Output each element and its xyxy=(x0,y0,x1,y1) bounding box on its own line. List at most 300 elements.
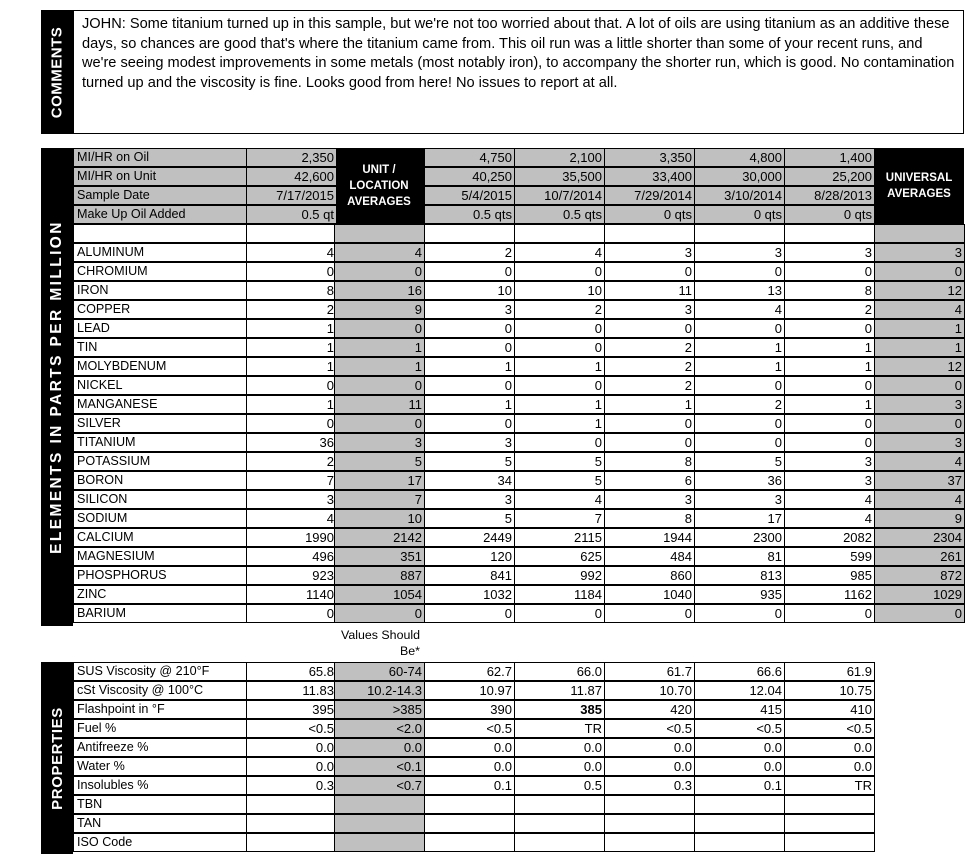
element-history-cell: 985 xyxy=(784,566,875,585)
element-history-cell: 2115 xyxy=(514,528,605,547)
property-history-cell xyxy=(514,833,605,852)
sample-info-history-cell: 8/28/2013 xyxy=(784,186,875,205)
element-name: COPPER xyxy=(73,300,247,319)
property-should-be: <0.7 xyxy=(334,776,425,795)
element-history-cell: 0 xyxy=(784,414,875,433)
sample-info-label: Sample Date xyxy=(73,186,247,205)
element-name: CALCIUM xyxy=(73,528,247,547)
element-history-cell: 0 xyxy=(424,338,515,357)
sample-info-label: MI/HR on Unit xyxy=(73,167,247,186)
property-history-cell: TR xyxy=(784,776,875,795)
element-unit-average: 5 xyxy=(334,452,425,471)
element-history-cell: 4 xyxy=(514,490,605,509)
property-current: 395 xyxy=(246,700,337,719)
sample-info-label: Make Up Oil Added xyxy=(73,205,247,224)
element-history-cell: 0 xyxy=(694,414,785,433)
element-history-cell: 841 xyxy=(424,566,515,585)
property-should-be: <2.0 xyxy=(334,719,425,738)
element-history-cell: 0 xyxy=(694,604,785,623)
property-should-be: >385 xyxy=(334,700,425,719)
element-history-cell: 3 xyxy=(424,300,515,319)
property-history-cell xyxy=(604,795,695,814)
element-history-cell: 4 xyxy=(514,243,605,262)
element-current: 1990 xyxy=(246,528,337,547)
element-history-cell: 2 xyxy=(604,376,695,395)
property-should-be: 60-74 xyxy=(334,662,425,681)
property-name: cSt Viscosity @ 100°C xyxy=(73,681,247,700)
element-history-cell: 5 xyxy=(694,452,785,471)
sample-info-current: 42,600 xyxy=(246,167,337,186)
element-history-cell: 1 xyxy=(514,357,605,376)
element-unit-average: 0 xyxy=(334,604,425,623)
property-history-cell: 66.0 xyxy=(514,662,605,681)
element-history-cell: 0 xyxy=(694,376,785,395)
element-history-cell: 2300 xyxy=(694,528,785,547)
element-history-cell: 120 xyxy=(424,547,515,566)
properties-side-text: PROPERTIES xyxy=(48,706,66,810)
element-history-cell: 3 xyxy=(784,471,875,490)
element-universal-average: 2304 xyxy=(874,528,965,547)
element-unit-average: 10 xyxy=(334,509,425,528)
element-history-cell: 3 xyxy=(784,452,875,471)
element-unit-average: 3 xyxy=(334,433,425,452)
element-unit-average: 16 xyxy=(334,281,425,300)
element-history-cell: 8 xyxy=(604,452,695,471)
element-history-cell: 1 xyxy=(784,338,875,357)
property-should-be xyxy=(334,833,425,852)
element-history-cell: 5 xyxy=(514,452,605,471)
element-name: MOLYBDENUM xyxy=(73,357,247,376)
element-history-cell: 599 xyxy=(784,547,875,566)
element-history-cell: 10 xyxy=(514,281,605,300)
element-history-cell: 3 xyxy=(424,490,515,509)
element-history-cell: 2 xyxy=(784,300,875,319)
property-name: Insolubles % xyxy=(73,776,247,795)
element-name: BARIUM xyxy=(73,604,247,623)
element-history-cell: 0 xyxy=(784,319,875,338)
element-history-cell: 0 xyxy=(514,319,605,338)
element-history-cell: 1032 xyxy=(424,585,515,604)
property-history-cell: 385 xyxy=(514,700,605,719)
property-name: Fuel % xyxy=(73,719,247,738)
element-current: 2 xyxy=(246,452,337,471)
element-name: PHOSPHORUS xyxy=(73,566,247,585)
element-history-cell: 1162 xyxy=(784,585,875,604)
property-history-cell: 390 xyxy=(424,700,515,719)
property-current: 11.83 xyxy=(246,681,337,700)
element-unit-average: 9 xyxy=(334,300,425,319)
property-should-be xyxy=(334,795,425,814)
sample-info-history-cell: 4,750 xyxy=(424,148,515,167)
element-name: MAGNESIUM xyxy=(73,547,247,566)
properties-side-label xyxy=(41,662,73,854)
element-unit-average: 1 xyxy=(334,357,425,376)
property-history-cell: 415 xyxy=(694,700,785,719)
element-history-cell: 1 xyxy=(514,414,605,433)
element-current: 923 xyxy=(246,566,337,585)
element-current: 36 xyxy=(246,433,337,452)
element-unit-average: 17 xyxy=(334,471,425,490)
property-should-be: 0.0 xyxy=(334,738,425,757)
element-history-cell: 11 xyxy=(604,281,695,300)
element-name: TIN xyxy=(73,338,247,357)
element-history-cell: 3 xyxy=(424,433,515,452)
property-history-cell: <0.5 xyxy=(604,719,695,738)
element-universal-average: 3 xyxy=(874,433,965,452)
property-history-cell: 0.1 xyxy=(694,776,785,795)
property-history-cell: TR xyxy=(514,719,605,738)
blank-cell xyxy=(604,224,695,243)
comments-box: JOHN: Some titanium turned up in this sample, but we're not too worried about that. A lot of oils are using titanium as an additive these days, so chances are good that's where the titanium came from. This oil run was a little shorter than some of your recent runs, and we're seeing modest improvements in some metals (most notably iron), to accompany the shorter run, which is good. No contamination turned up and the viscosity is fine. Looks good from here! No issues to report at all. xyxy=(73,10,964,134)
property-history-cell xyxy=(424,814,515,833)
element-history-cell: 13 xyxy=(694,281,785,300)
property-history-cell: 10.75 xyxy=(784,681,875,700)
property-history-cell: 0.0 xyxy=(784,738,875,757)
element-universal-average: 1 xyxy=(874,338,965,357)
element-history-cell: 1 xyxy=(424,357,515,376)
element-history-cell: 1 xyxy=(694,338,785,357)
property-history-cell: 0.0 xyxy=(694,738,785,757)
property-history-cell xyxy=(514,814,605,833)
element-history-cell: 0 xyxy=(424,414,515,433)
property-name: TAN xyxy=(73,814,247,833)
property-current: 65.8 xyxy=(246,662,337,681)
property-history-cell: 0.0 xyxy=(514,757,605,776)
element-name: TITANIUM xyxy=(73,433,247,452)
comments-side-text: COMMENTS xyxy=(48,26,66,118)
property-current: 0.3 xyxy=(246,776,337,795)
element-history-cell: 6 xyxy=(604,471,695,490)
sample-info-history-cell: 3,350 xyxy=(604,148,695,167)
blank-cell xyxy=(424,224,515,243)
element-history-cell: 3 xyxy=(604,490,695,509)
element-history-cell: 0 xyxy=(514,433,605,452)
property-current xyxy=(246,814,337,833)
sample-info-history-cell: 5/4/2015 xyxy=(424,186,515,205)
elements-side-label xyxy=(41,148,73,626)
sample-info-current: 2,350 xyxy=(246,148,337,167)
element-unit-average: 1054 xyxy=(334,585,425,604)
sample-info-current: 0.5 qt xyxy=(246,205,337,224)
element-history-cell: 1184 xyxy=(514,585,605,604)
sample-info-current: 7/17/2015 xyxy=(246,186,337,205)
sample-info-label: MI/HR on Oil xyxy=(73,148,247,167)
property-history-cell: 62.7 xyxy=(424,662,515,681)
element-unit-average: 11 xyxy=(334,395,425,414)
property-history-cell: 11.87 xyxy=(514,681,605,700)
element-unit-average: 2142 xyxy=(334,528,425,547)
element-history-cell: 0 xyxy=(514,262,605,281)
property-history-cell xyxy=(694,795,785,814)
element-unit-average: 887 xyxy=(334,566,425,585)
element-universal-average: 0 xyxy=(874,604,965,623)
element-unit-average: 4 xyxy=(334,243,425,262)
property-history-cell: 0.0 xyxy=(784,757,875,776)
property-should-be xyxy=(334,814,425,833)
element-universal-average: 872 xyxy=(874,566,965,585)
property-history-cell: 410 xyxy=(784,700,875,719)
property-history-cell xyxy=(694,814,785,833)
element-history-cell: 2 xyxy=(514,300,605,319)
element-history-cell: 5 xyxy=(514,471,605,490)
property-current: 0.0 xyxy=(246,757,337,776)
element-history-cell: 0 xyxy=(694,262,785,281)
element-history-cell: 3 xyxy=(604,243,695,262)
sample-info-history-cell: 2,100 xyxy=(514,148,605,167)
element-history-cell: 0 xyxy=(604,414,695,433)
values-should-be-label: Values Should Be* xyxy=(341,628,420,658)
element-history-cell: 17 xyxy=(694,509,785,528)
element-history-cell: 0 xyxy=(784,433,875,452)
element-unit-average: 0 xyxy=(334,262,425,281)
blank-cell xyxy=(874,224,965,243)
element-history-cell: 5 xyxy=(424,509,515,528)
element-history-cell: 4 xyxy=(784,490,875,509)
element-universal-average: 1029 xyxy=(874,585,965,604)
element-history-cell: 1 xyxy=(514,395,605,414)
element-history-cell: 10 xyxy=(424,281,515,300)
elements-side-text: ELEMENTS IN PARTS PER MILLION xyxy=(48,220,65,554)
element-history-cell: 0 xyxy=(694,319,785,338)
universal-averages-header: UNIVERSAL AVERAGES xyxy=(874,148,964,224)
property-history-cell: 0.0 xyxy=(514,738,605,757)
property-history-cell: 61.7 xyxy=(604,662,695,681)
element-name: POTASSIUM xyxy=(73,452,247,471)
property-history-cell: 12.04 xyxy=(694,681,785,700)
element-name: SILVER xyxy=(73,414,247,433)
sample-info-history-cell: 4,800 xyxy=(694,148,785,167)
element-history-cell: 3 xyxy=(604,300,695,319)
element-history-cell: 0 xyxy=(424,376,515,395)
blank-label-cell xyxy=(73,224,247,243)
property-history-cell: 10.70 xyxy=(604,681,695,700)
element-history-cell: 0 xyxy=(784,376,875,395)
blank-cell xyxy=(784,224,875,243)
element-history-cell: 4 xyxy=(694,300,785,319)
property-history-cell: 10.97 xyxy=(424,681,515,700)
element-history-cell: 2449 xyxy=(424,528,515,547)
property-name: TBN xyxy=(73,795,247,814)
element-unit-average: 351 xyxy=(334,547,425,566)
element-history-cell: 3 xyxy=(694,243,785,262)
element-history-cell: 484 xyxy=(604,547,695,566)
property-history-cell xyxy=(424,795,515,814)
element-history-cell: 0 xyxy=(784,604,875,623)
element-unit-average: 0 xyxy=(334,319,425,338)
sample-info-history-cell: 0.5 qts xyxy=(514,205,605,224)
blank-cell xyxy=(334,224,425,243)
element-universal-average: 4 xyxy=(874,490,965,509)
element-history-cell: 4 xyxy=(784,509,875,528)
element-universal-average: 4 xyxy=(874,452,965,471)
element-history-cell: 7 xyxy=(514,509,605,528)
element-universal-average: 1 xyxy=(874,319,965,338)
element-history-cell: 0 xyxy=(604,319,695,338)
element-name: SODIUM xyxy=(73,509,247,528)
element-history-cell: 0 xyxy=(604,604,695,623)
element-history-cell: 0 xyxy=(694,433,785,452)
element-name: BORON xyxy=(73,471,247,490)
property-history-cell xyxy=(514,795,605,814)
element-history-cell: 935 xyxy=(694,585,785,604)
element-universal-average: 3 xyxy=(874,243,965,262)
element-current: 1 xyxy=(246,338,337,357)
property-history-cell: 0.0 xyxy=(604,738,695,757)
property-history-cell: 420 xyxy=(604,700,695,719)
element-history-cell: 0 xyxy=(514,604,605,623)
element-current: 0 xyxy=(246,376,337,395)
element-universal-average: 12 xyxy=(874,357,965,376)
property-history-cell xyxy=(784,795,875,814)
element-current: 0 xyxy=(246,604,337,623)
property-current: <0.5 xyxy=(246,719,337,738)
element-history-cell: 0 xyxy=(514,338,605,357)
element-history-cell: 81 xyxy=(694,547,785,566)
element-history-cell: 8 xyxy=(604,509,695,528)
element-history-cell: 1040 xyxy=(604,585,695,604)
property-history-cell: 0.0 xyxy=(424,738,515,757)
property-history-cell xyxy=(784,833,875,852)
element-history-cell: 2 xyxy=(604,338,695,357)
element-name: IRON xyxy=(73,281,247,300)
element-unit-average: 0 xyxy=(334,376,425,395)
element-history-cell: 5 xyxy=(424,452,515,471)
property-history-cell: <0.5 xyxy=(424,719,515,738)
element-current: 1 xyxy=(246,395,337,414)
blank-cell xyxy=(694,224,785,243)
element-current: 4 xyxy=(246,509,337,528)
sample-info-history-cell: 7/29/2014 xyxy=(604,186,695,205)
element-name: ZINC xyxy=(73,585,247,604)
sample-info-history-cell: 25,200 xyxy=(784,167,875,186)
element-universal-average: 261 xyxy=(874,547,965,566)
element-history-cell: 625 xyxy=(514,547,605,566)
property-should-be: 10.2-14.3 xyxy=(334,681,425,700)
property-history-cell: 0.5 xyxy=(514,776,605,795)
property-history-cell: 66.6 xyxy=(694,662,785,681)
element-name: NICKEL xyxy=(73,376,247,395)
sample-info-history-cell: 0 qts xyxy=(604,205,695,224)
sample-info-history-cell: 35,500 xyxy=(514,167,605,186)
element-name: LEAD xyxy=(73,319,247,338)
property-history-cell: 0.0 xyxy=(604,757,695,776)
element-history-cell: 0 xyxy=(424,319,515,338)
element-history-cell: 1 xyxy=(694,357,785,376)
property-history-cell xyxy=(604,814,695,833)
property-history-cell xyxy=(694,833,785,852)
element-universal-average: 0 xyxy=(874,262,965,281)
element-history-cell: 1 xyxy=(784,395,875,414)
element-universal-average: 37 xyxy=(874,471,965,490)
element-universal-average: 3 xyxy=(874,395,965,414)
property-history-cell xyxy=(604,833,695,852)
element-history-cell: 813 xyxy=(694,566,785,585)
element-current: 4 xyxy=(246,243,337,262)
element-history-cell: 1944 xyxy=(604,528,695,547)
element-current: 8 xyxy=(246,281,337,300)
blank-cell xyxy=(246,224,337,243)
element-name: SILICON xyxy=(73,490,247,509)
element-history-cell: 3 xyxy=(784,243,875,262)
element-current: 496 xyxy=(246,547,337,566)
sample-info-history-cell: 0.5 qts xyxy=(424,205,515,224)
element-universal-average: 0 xyxy=(874,414,965,433)
element-unit-average: 7 xyxy=(334,490,425,509)
element-current: 0 xyxy=(246,262,337,281)
property-history-cell: 0.1 xyxy=(424,776,515,795)
property-current xyxy=(246,833,337,852)
blank-cell xyxy=(514,224,605,243)
property-name: Antifreeze % xyxy=(73,738,247,757)
element-history-cell: 860 xyxy=(604,566,695,585)
element-history-cell: 0 xyxy=(604,433,695,452)
property-name: ISO Code xyxy=(73,833,247,852)
element-history-cell: 3 xyxy=(694,490,785,509)
element-history-cell: 2082 xyxy=(784,528,875,547)
comments-side-label xyxy=(41,10,73,134)
element-current: 2 xyxy=(246,300,337,319)
element-history-cell: 1 xyxy=(784,357,875,376)
property-history-cell: 61.9 xyxy=(784,662,875,681)
element-universal-average: 9 xyxy=(874,509,965,528)
element-universal-average: 0 xyxy=(874,376,965,395)
element-history-cell: 0 xyxy=(424,262,515,281)
property-name: Water % xyxy=(73,757,247,776)
property-current: 0.0 xyxy=(246,738,337,757)
element-history-cell: 8 xyxy=(784,281,875,300)
element-history-cell: 2 xyxy=(694,395,785,414)
element-history-cell: 0 xyxy=(784,262,875,281)
property-history-cell: 0.0 xyxy=(694,757,785,776)
property-history-cell: 0.0 xyxy=(424,757,515,776)
element-history-cell: 2 xyxy=(424,243,515,262)
element-history-cell: 36 xyxy=(694,471,785,490)
element-history-cell: 992 xyxy=(514,566,605,585)
element-universal-average: 12 xyxy=(874,281,965,300)
property-history-cell: 0.3 xyxy=(604,776,695,795)
element-current: 3 xyxy=(246,490,337,509)
sample-info-history-cell: 1,400 xyxy=(784,148,875,167)
element-history-cell: 34 xyxy=(424,471,515,490)
property-current xyxy=(246,795,337,814)
element-current: 1140 xyxy=(246,585,337,604)
element-history-cell: 0 xyxy=(514,376,605,395)
property-history-cell xyxy=(784,814,875,833)
element-unit-average: 0 xyxy=(334,414,425,433)
element-name: CHROMIUM xyxy=(73,262,247,281)
property-history-cell xyxy=(424,833,515,852)
element-current: 1 xyxy=(246,357,337,376)
sample-info-history-cell: 40,250 xyxy=(424,167,515,186)
element-history-cell: 1 xyxy=(604,395,695,414)
element-unit-average: 1 xyxy=(334,338,425,357)
element-current: 0 xyxy=(246,414,337,433)
sample-info-history-cell: 0 qts xyxy=(694,205,785,224)
element-current: 7 xyxy=(246,471,337,490)
sample-info-history-cell: 10/7/2014 xyxy=(514,186,605,205)
element-history-cell: 1 xyxy=(424,395,515,414)
element-name: MANGANESE xyxy=(73,395,247,414)
property-name: SUS Viscosity @ 210°F xyxy=(73,662,247,681)
property-should-be: <0.1 xyxy=(334,757,425,776)
sample-info-history-cell: 33,400 xyxy=(604,167,695,186)
sample-info-history-cell: 3/10/2014 xyxy=(694,186,785,205)
element-current: 1 xyxy=(246,319,337,338)
element-universal-average: 4 xyxy=(874,300,965,319)
property-history-cell: <0.5 xyxy=(694,719,785,738)
element-history-cell: 0 xyxy=(604,262,695,281)
element-name: ALUMINUM xyxy=(73,243,247,262)
